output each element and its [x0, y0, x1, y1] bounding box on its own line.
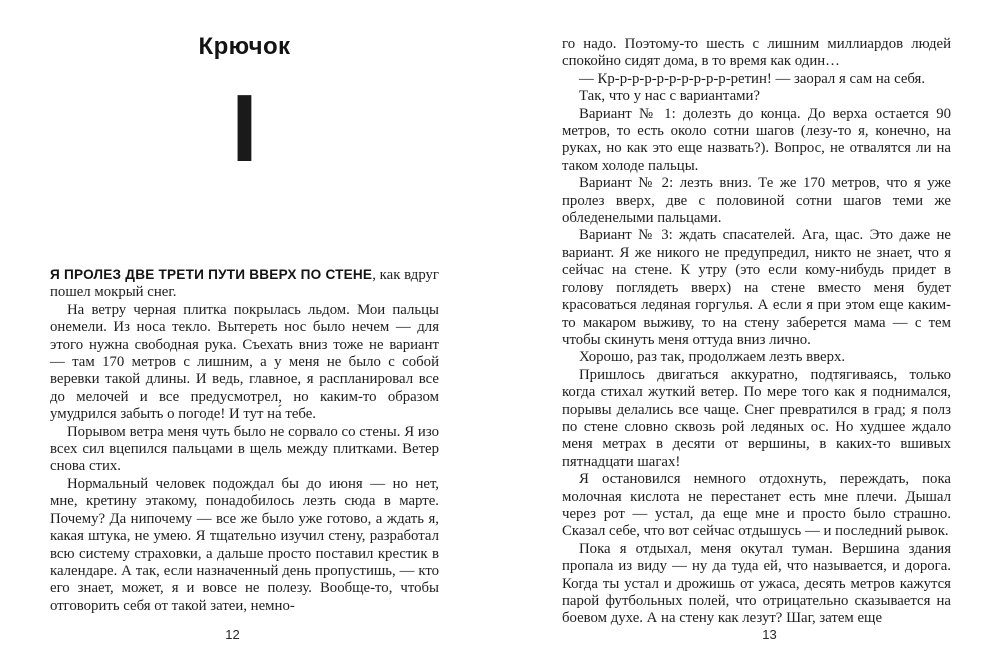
continuation-paragraph: го надо. Поэтому-то шесть с лишним миллиардов людей спокойно сидят дома, в то время как один…: [562, 36, 951, 70]
page-number-right: 13: [762, 627, 777, 642]
paragraph: Пока я отдыхал, меня окутал туман. Вершина здания пропала из виду — ну да туда ей, что называется, и дорога. Когда ты устал и дрожишь от ужаса, десять метров кажутся парой футбольных полей, что отрицательно сказывается на боевом духе. А на стену как лезут? Шаг, затем еще: [562, 540, 951, 627]
paragraph: Вариант № 1: долезть до конца. До верха остается 90 метров, то есть около сотни шагов (лезу-то я, конечно, на руках, но как это еще назвать?). Вопрос, не отвалятся ли на таком холоде пальцы.: [562, 105, 951, 174]
page-number-left: 12: [225, 627, 240, 642]
paragraph: Хорошо, раз так, продолжаем лезть вверх.: [579, 349, 846, 366]
opening-bold-phrase: Я ПРОЛЕЗ ДВЕ ТРЕТИ ПУТИ ВВЕРХ ПО СТЕНЕ: [50, 267, 373, 282]
left-page: [50, 0, 439, 670]
left-page-body-text: [50, 266, 439, 615]
paragraph: Пришлось двигаться аккуратно, подтягиваясь, только когда стихал жуткий ветер. По мере того как я поднимался, порывы делались все чаще. Снег превратился в град; я полз по стене словно сквозь рой ледяных ос. Но худшее ждало меня метрах в десяти от вершины, в каких-то вшивых пятнадцати шагах!: [562, 366, 951, 470]
right-page-body-text: [562, 36, 951, 628]
paragraph: Вариант № 3: ждать спасателей. Ага, щас. Это даже не вариант. Я же никого не предупредил, никто не знает, что я сейчас на стене. К утру (это если кому-нибудь придет в голову поглядеть вверх) на стене вместо меня будет красоваться ледяная горгулья. А если я при этом еще каким-то макаром выживу, то на стену заберется мама — с тем чтобы скинуть меня оттуда вниз лично.: [562, 227, 951, 348]
paragraph: Вариант № 2: лезть вниз. Те же 170 метров, что я уже пролез вверх, две с половиной сотни шагов теми же обледенелыми пальцами.: [562, 175, 951, 227]
opening-rest: , как вдруг пошел мокрый снег.: [50, 267, 439, 301]
chapter-number-numeral: I: [231, 75, 258, 182]
paragraph: Так, что у нас с вариантами?: [579, 88, 760, 105]
opening-paragraph: [50, 266, 439, 302]
paragraph: — Кр-р-р-р-р-р-р-р-р-р-ретин! — заорал я сам на себя.: [579, 70, 926, 87]
chapter-title: Крючок: [198, 33, 291, 60]
right-page: [562, 0, 951, 670]
paragraph: Нормальный человек подождал бы до июня — но нет, мне, кретину этакому, понадобилось лезть сюда в марте. Почему? Да нипочему — все же было уже готово, а ждать я, какая штука, не умею. Я тщательно изучил стену, разработал всю систему страховки, а дальше просто поставил крестик в календаре. А так, если назначенный день пропустишь, — кто его знает, может, я и вовсе не полезу. Вообще-то, чтобы отговорить себя от такой затеи, немно-: [50, 475, 439, 614]
paragraph: Я остановился немного отдохнуть, переждать, пока молочная кислота не перестанет есть мне плечи. Дышал через рот — устал, да еще мне и просто было страшно. Сказал себе, что вот сейчас отдышусь — и последний рывок.: [562, 471, 951, 540]
paragraph: Порывом ветра меня чуть было не сорвало со стены. Я изо всех сил вцепился пальцами в щель между плитками. Ветер снова стих.: [50, 423, 439, 475]
paragraph: На ветру черная плитка покрылась льдом. Мои пальцы онемели. Из носа текло. Вытереть нос было нечем — для этого нужна свободная рука. Съехать вниз тоже не вариант — там 170 метров с лишним, а у меня не было с собой веревки такой длины. И ведь, главное, я распланировал все до мелочей и все предусмотрел, но каким-то образом умудрился забыть о погоде! И тут на́ тебе.: [50, 301, 439, 423]
